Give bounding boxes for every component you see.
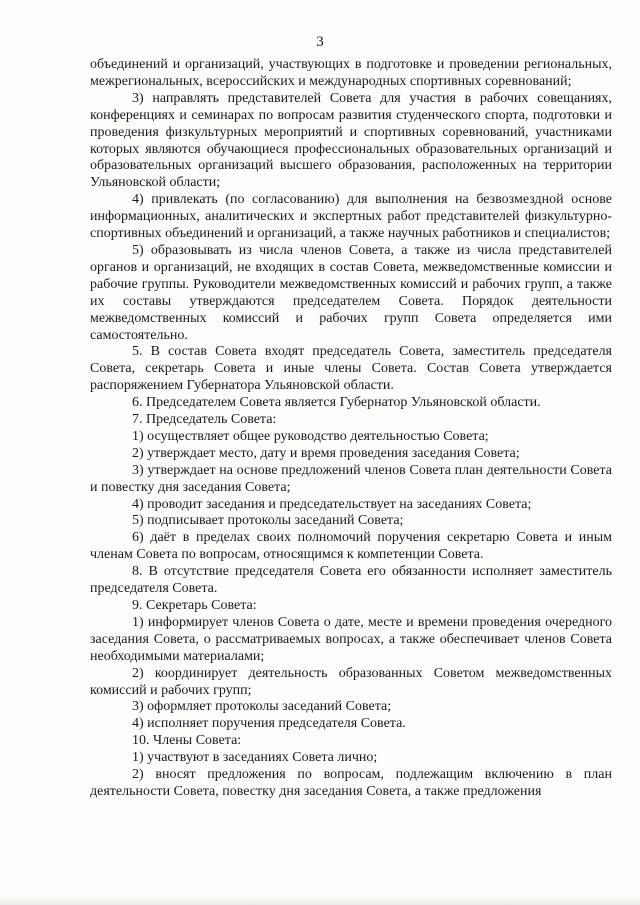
page-number: 3 [316, 34, 324, 50]
paragraph: 5) подписывает протоколы заседаний Совета; [132, 513, 404, 529]
paragraph: 4) исполняет поручения председателя Совета. [132, 716, 406, 732]
paragraph: 4) проводит заседания и председательствует на заседаниях Совета; [132, 496, 532, 512]
document-body [90, 57, 612, 801]
paragraph: объединений и организаций, участвующих в подготовке и проведении региональных, межрегиональных, всероссийских и международных спортивных соревнований; [90, 57, 612, 89]
paragraph: 9. Секретарь Совета: [132, 598, 257, 613]
paragraph: 1) осуществляет общее руководство деятельностью Совета; [132, 428, 489, 444]
paragraph: 1) информирует членов Совета о дате, месте и времени проведения очередного заседания Совета, о рассматриваемых вопросах, а также обеспечивает членов Совета необходимыми материалами; [90, 614, 612, 664]
paragraph: 3) направлять представителей Совета для участия в рабочих совещаниях, конференциях и семинарах по вопросам развития студенческого спорта, подготовки и проведения физкультурных мероприятий и спортивных соревнований, участниками которых являются обучающиеся профессиональных образовательных организаций и образовательных организаций высшего образования, расположенных на территории Ульяновской области; [90, 90, 612, 191]
paragraph: 10. Члены Совета: [132, 733, 242, 749]
paragraph: 1) участвуют в заседаниях Совета лично; [132, 750, 378, 766]
paragraph: 5. В состав Совета входят председатель Совета, заместитель председателя Совета, секретарь Совета и иные члены Совета. Состав Совета утверждается распоряжением Губернатора Ульяновской области. [90, 344, 612, 394]
scan-edge-shadow [0, 895, 640, 905]
paragraph: 8. В отсутствие председателя Совета его обязанности исполняет заместитель председателя Совета. [90, 564, 612, 597]
paragraph: 2) утверждает место, дату и время проведения заседания Совета; [132, 445, 520, 461]
paragraph: 6. Председателем Совета является Губернатор Ульяновской области. [132, 395, 541, 411]
paragraph: 3) оформляет протоколы заседаний Совета; [132, 699, 392, 715]
paragraph: 2) вносят предложения по вопросам, подлежащим включению в план деятельности Совета, повестку дня заседания Совета, а также предложения [90, 767, 612, 799]
paragraph: 6) даёт в пределах своих полномочий поручения секретарю Совета и иным членам Совета по вопросам, относящимся к компетенции Совета. [90, 530, 612, 563]
paragraph: 3) утверждает на основе предложений членов Совета план деятельности Совета и повестку дня заседания Совета; [90, 462, 612, 495]
paragraph: 7. Председатель Совета: [132, 412, 277, 428]
paragraph: 2) координирует деятельность образованных Советом межведомственных комиссий и рабочих групп; [90, 665, 612, 698]
paragraph: 4) привлекать (по согласованию) для выполнения на безвозмездной основе информационных, аналитических и экспертных работ представителей физкультурно-спортивных объединений и организаций, а также научных работников и специалистов; [90, 192, 612, 242]
paragraph: 5) образовывать из числа членов Совета, а также из числа представителей органов и организаций, не входящих в состав Совета, межведомственные комиссии и рабочие группы. Руководители межведомственных комиссий и рабочих групп, а также их составы утверждаются председателем Совета. Порядок деятельности межведомственных комиссий и рабочих групп Совета определяется ими самостоятельно. [90, 242, 612, 343]
